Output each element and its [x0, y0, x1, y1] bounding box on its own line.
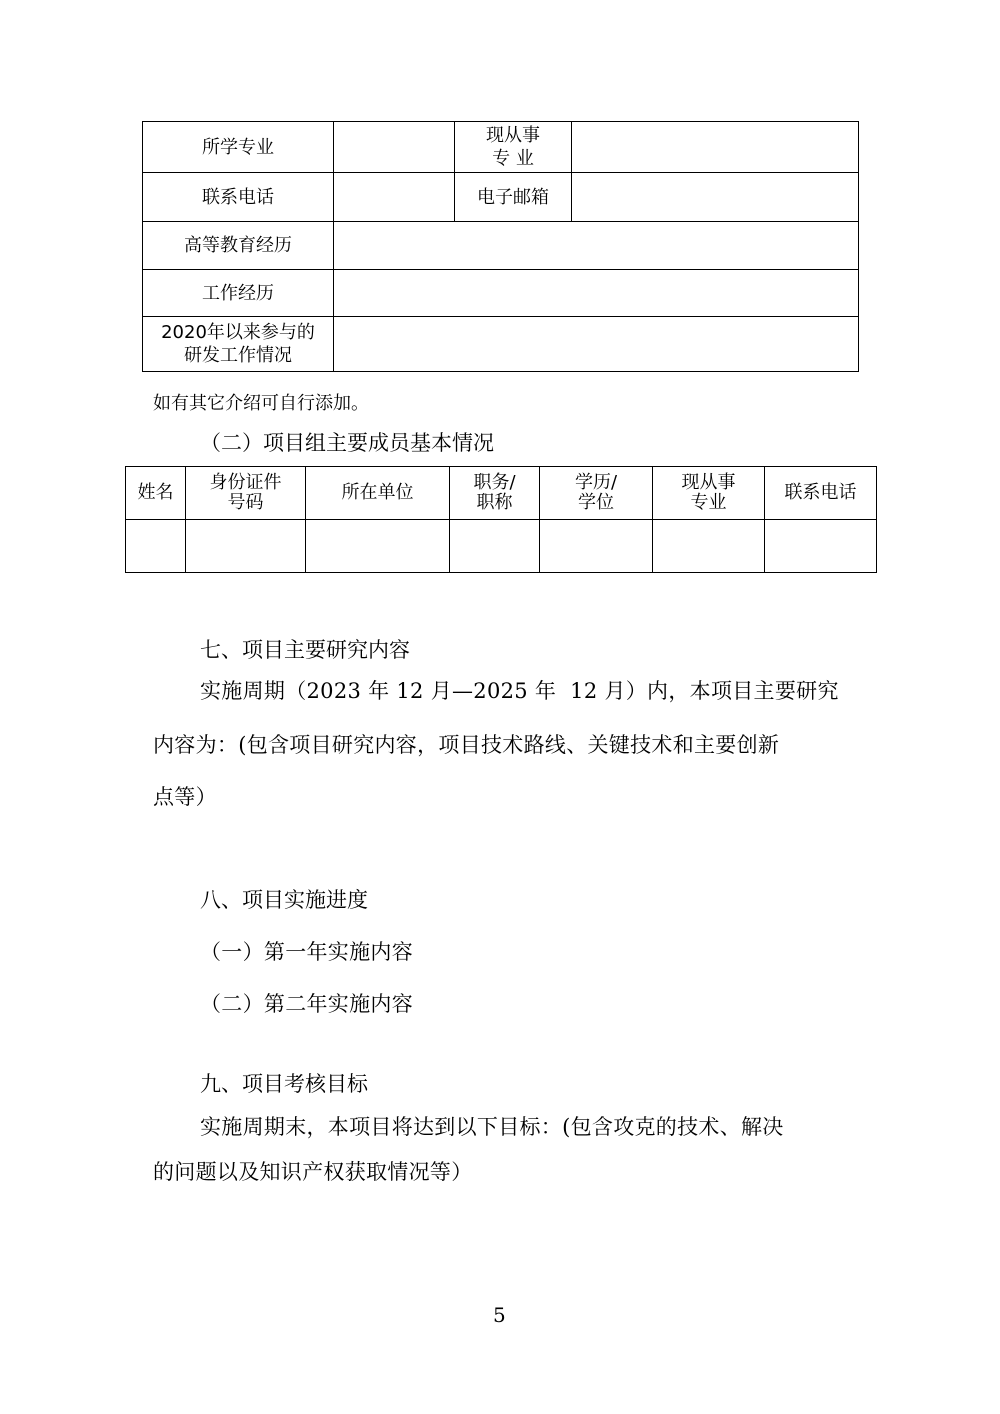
applicant-info-table	[142, 121, 859, 372]
col-name-header: 姓名	[126, 467, 186, 520]
email-value-cell[interactable]	[572, 173, 859, 222]
rd-value-cell[interactable]	[334, 317, 859, 372]
col-degree-line1: 学历/	[574, 472, 618, 493]
col-unit-header: 所在单位	[306, 467, 450, 520]
education-value-cell[interactable]	[334, 222, 859, 270]
section7-heading: 七、项目主要研究内容	[200, 638, 410, 662]
col-title-header	[450, 467, 540, 520]
member-phone-cell[interactable]	[765, 520, 877, 573]
rd-label-line1: 2020年以来参与的	[161, 322, 315, 343]
table-row	[126, 520, 877, 573]
member-id-cell[interactable]	[186, 520, 306, 573]
major-value-cell[interactable]	[334, 122, 455, 173]
rd-label-line2: 研发工作情况	[184, 345, 292, 366]
section8-sub2: （二）第二年实施内容	[200, 992, 413, 1016]
section8-sub1: （一）第一年实施内容	[200, 940, 413, 964]
member-degree-cell[interactable]	[540, 520, 653, 573]
section7-line3: 点等）	[153, 785, 217, 809]
col-id-header	[186, 467, 306, 520]
current-field-label	[455, 122, 572, 173]
section7-line1: 实施周期（2023 年 12 月—2025 年 12 月）内，本项目主要研究	[200, 679, 839, 703]
col-field-header	[653, 467, 765, 520]
col-title-line2: 职称	[476, 492, 513, 513]
note-text: 如有其它介绍可自行添加。	[153, 393, 369, 414]
education-label: 高等教育经历	[143, 222, 334, 270]
page-number: 5	[493, 1303, 506, 1327]
section7-line2: 内容为：(包含项目研究内容，项目技术路线、关键技术和主要创新	[153, 733, 780, 757]
work-label: 工作经历	[143, 270, 334, 317]
col-field-line2: 专业	[690, 492, 727, 513]
section9-heading: 九、项目考核目标	[200, 1072, 368, 1096]
member-title-cell[interactable]	[450, 520, 540, 573]
phone-value-cell[interactable]	[334, 173, 455, 222]
col-id-line2: 号码	[227, 492, 264, 513]
section9-line2: 的问题以及知识产权获取情况等）	[153, 1160, 473, 1184]
section9-line1: 实施周期末，本项目将达到以下目标：(包含攻克的技术、解决	[200, 1115, 784, 1139]
col-id-line1: 身份证件	[209, 472, 282, 493]
member-unit-cell[interactable]	[306, 520, 450, 573]
col-title-line1: 职务/	[473, 472, 516, 493]
rd-label	[143, 317, 334, 372]
members-section-title: （二）项目组主要成员基本情况	[200, 431, 494, 455]
current-field-value-cell[interactable]	[572, 122, 859, 173]
phone-label: 联系电话	[143, 173, 334, 222]
col-degree-header	[540, 467, 653, 520]
member-field-cell[interactable]	[653, 520, 765, 573]
members-table	[125, 466, 877, 573]
email-label: 电子邮箱	[455, 173, 572, 222]
col-phone-header: 联系电话	[765, 467, 877, 520]
current-field-label-line2: 专 业	[492, 148, 534, 169]
section8-heading: 八、项目实施进度	[200, 888, 368, 912]
col-field-line1: 现从事	[681, 472, 736, 493]
major-label: 所学专业	[143, 122, 334, 173]
current-field-label-line1: 现从事	[486, 125, 540, 146]
col-degree-line2: 学位	[578, 492, 614, 513]
work-value-cell[interactable]	[334, 270, 859, 317]
member-name-cell[interactable]	[126, 520, 186, 573]
